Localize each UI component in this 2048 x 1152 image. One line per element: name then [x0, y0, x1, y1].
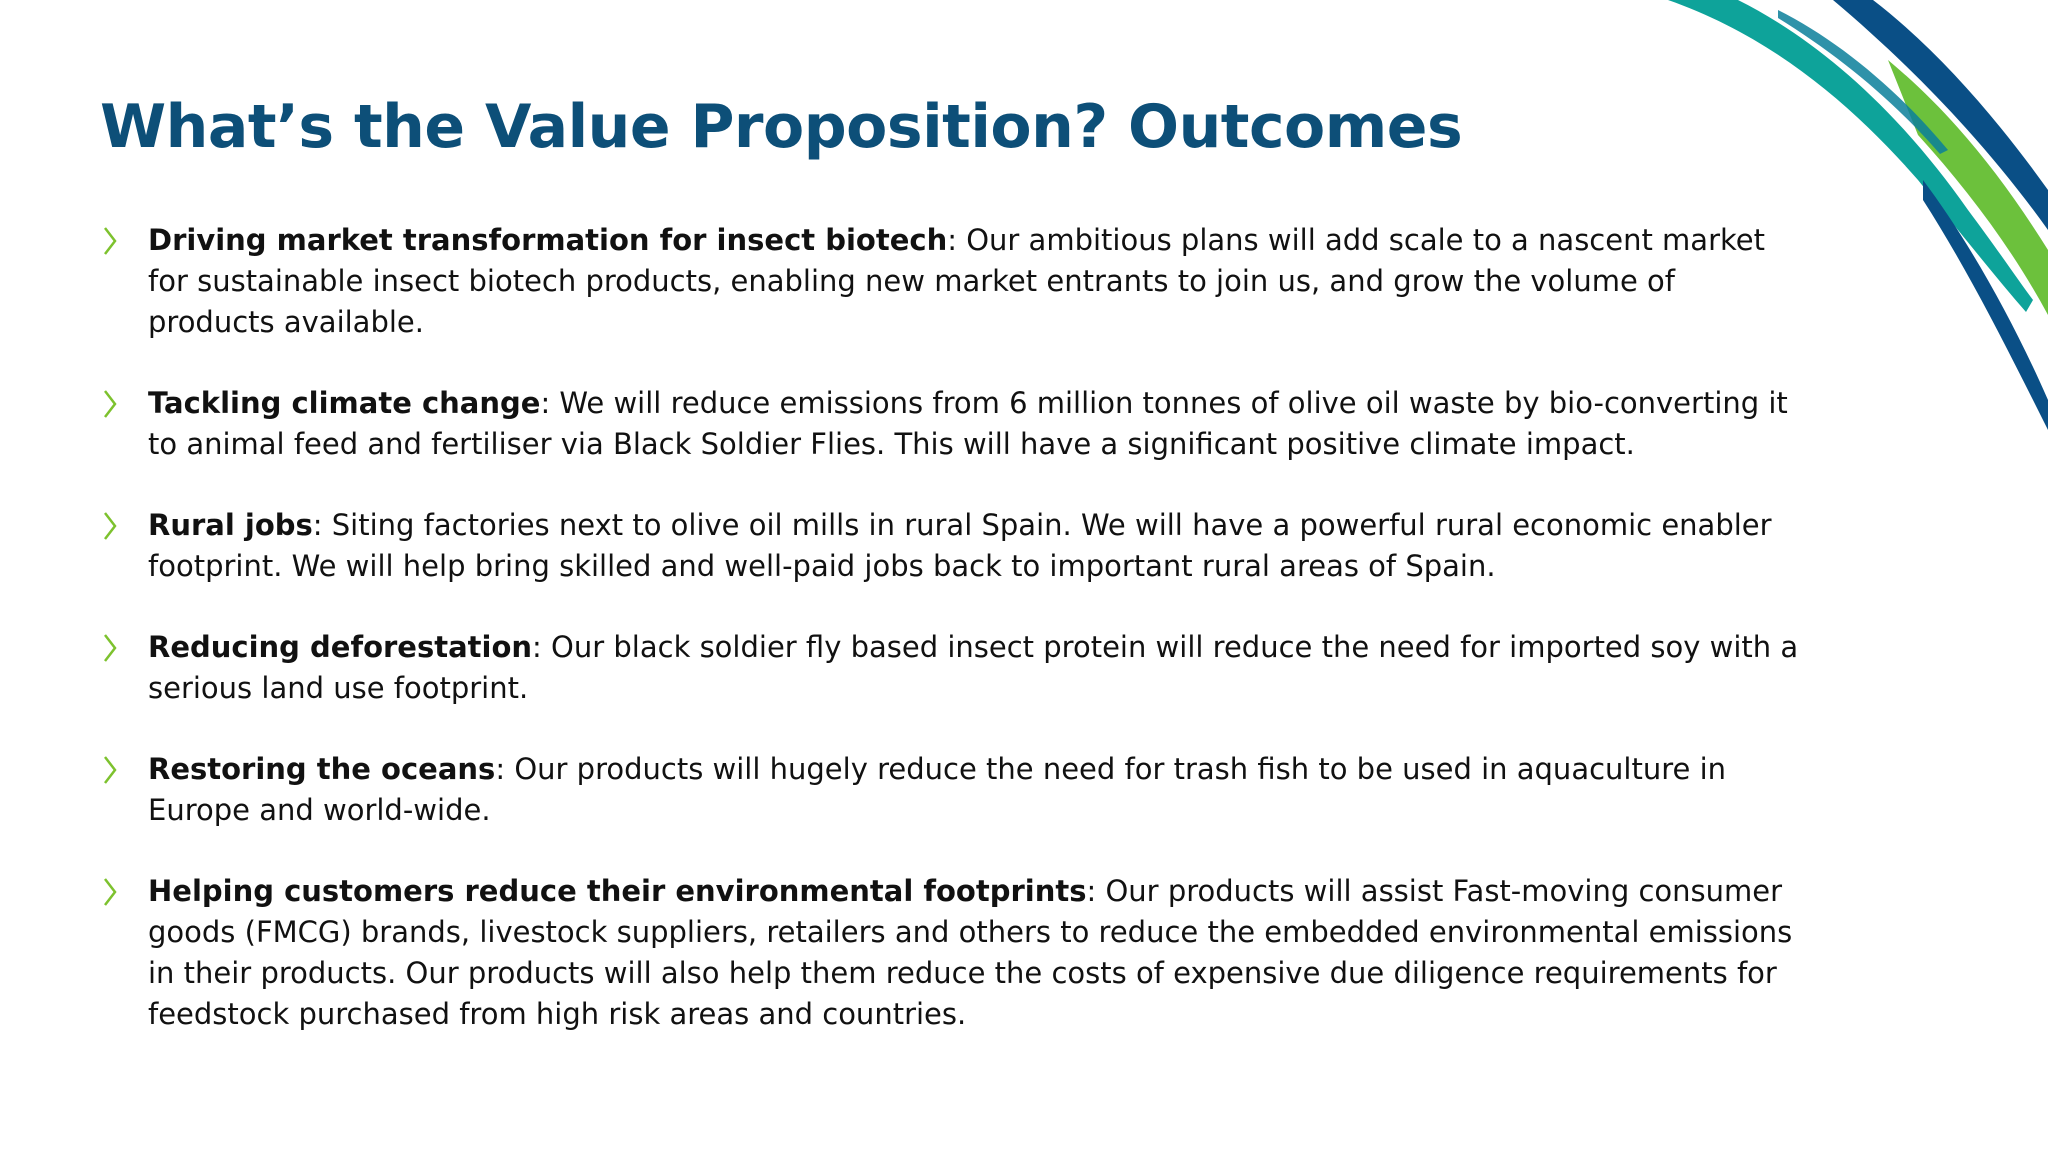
bullet-heading: Driving market transformation for insect biotech: [148, 223, 948, 257]
bullet-item-customer-footprints: [100, 871, 1800, 1035]
bullet-text: : Our black soldier fly based insect protein will reduce the need for imported soy with a serious land use footprint.: [148, 630, 1799, 705]
bullet-text: : Siting factories next to olive oil mills in rural Spain. We will have a powerful rural economic enabler footprint. We will help bring skilled and well-paid jobs back to important rural areas of Spain.: [148, 508, 1772, 583]
chevron-right-icon: [102, 511, 118, 541]
chevron-right-icon: [102, 755, 118, 785]
bullet-heading: Rural jobs: [148, 508, 313, 542]
bullet-item-market-transformation: [100, 220, 1800, 343]
bullet-heading: Tackling climate change: [148, 386, 541, 420]
bullet-text: : Our ambitious plans will add scale to a nascent market for sustainable insect biotech products, enabling new market entrants to join us, and grow the volume of products available.: [148, 223, 1765, 339]
chevron-right-icon: [102, 226, 118, 256]
bullet-item-climate-change: [100, 383, 1800, 465]
outcomes-list: [100, 220, 1800, 1075]
bullet-text: : Our products will assist Fast-moving consumer goods (FMCG) brands, livestock suppliers, retailers and others to reduce the embedded environmental emissions in their products. Our products will also help them reduce the costs of expensive due diligence requirements for feedstock purchased from high risk areas and countries.: [148, 874, 1793, 1031]
slide-title: What’s the Value Proposition? Outcomes: [100, 92, 1463, 162]
bullet-text: : Our products will hugely reduce the need for trash fish to be used in aquaculture in Europe and world-wide.: [148, 752, 1727, 827]
bullet-item-oceans: [100, 749, 1800, 831]
chevron-right-icon: [102, 877, 118, 907]
chevron-right-icon: [102, 633, 118, 663]
bullet-heading: Helping customers reduce their environmental footprints: [148, 874, 1087, 908]
bullet-heading: Reducing deforestation: [148, 630, 533, 664]
bullet-text: : We will reduce emissions from 6 million tonnes of olive oil waste by bio-converting it to animal feed and fertiliser via Black Soldier Flies. This will have a significant positive climate impact.: [148, 386, 1788, 461]
chevron-right-icon: [102, 389, 118, 419]
bullet-item-rural-jobs: [100, 505, 1800, 587]
bullet-heading: Restoring the oceans: [148, 752, 496, 786]
bullet-item-deforestation: [100, 627, 1800, 709]
